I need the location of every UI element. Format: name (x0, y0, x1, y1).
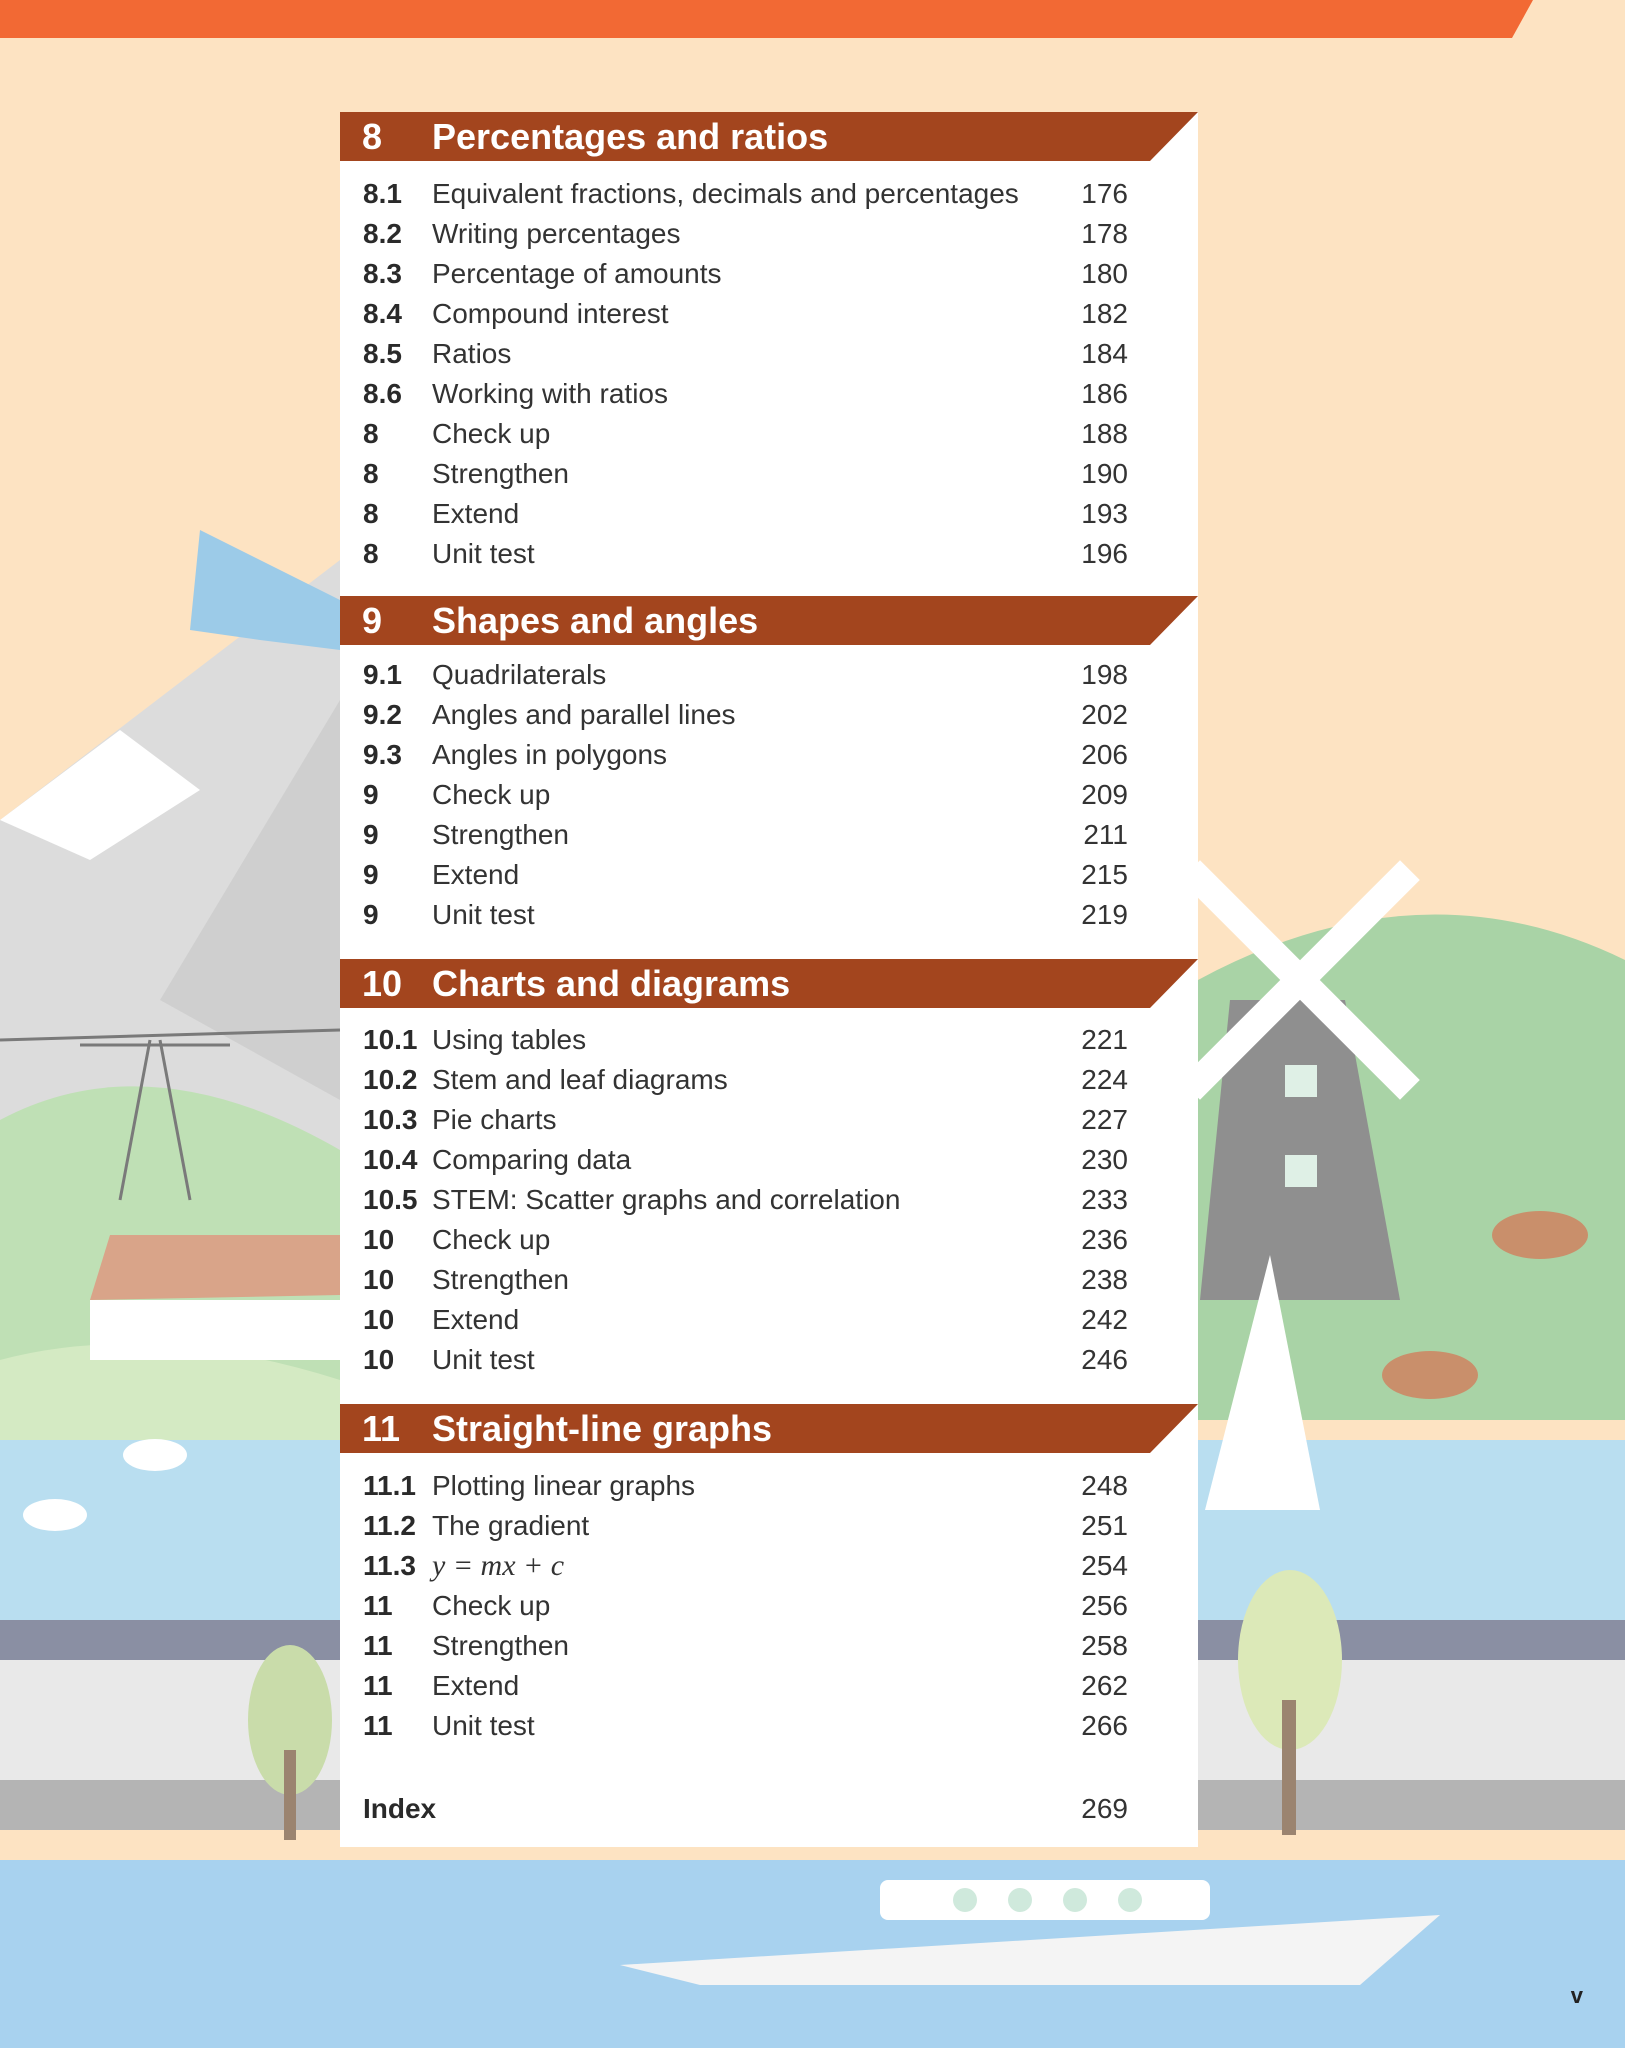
toc-entry[interactable] (340, 1260, 1198, 1300)
entry-number: 10 (363, 1264, 395, 1295)
toc-entry[interactable] (340, 1546, 1198, 1586)
chapter-title: Shapes and angles (432, 600, 759, 641)
toc-entry[interactable] (340, 735, 1198, 775)
toc-entry[interactable] (340, 1340, 1198, 1380)
entry-title: Check up (432, 779, 551, 810)
toc-entry[interactable] (340, 1140, 1198, 1180)
entry-page: 196 (1081, 538, 1128, 569)
toc-entry[interactable] (340, 414, 1198, 454)
entry-page: 227 (1081, 1104, 1128, 1135)
entry-number: 9 (363, 859, 379, 890)
chapter-heading (340, 959, 1198, 1008)
entry-number: 10.3 (363, 1104, 418, 1135)
toc-entry[interactable] (340, 494, 1198, 534)
entry-number: 11.1 (363, 1470, 416, 1501)
toc-entry[interactable] (340, 334, 1198, 374)
chapter-heading (340, 1404, 1198, 1453)
entry-page: 190 (1081, 458, 1128, 489)
toc-entry[interactable] (340, 1180, 1198, 1220)
toc-entry[interactable] (340, 815, 1198, 855)
chapter-number: 11 (362, 1408, 401, 1449)
chapter-title: Charts and diagrams (432, 963, 791, 1004)
chapter-number: 10 (362, 963, 403, 1004)
entry-page: 224 (1081, 1064, 1128, 1095)
entry-page: 178 (1081, 218, 1128, 249)
toc-entry[interactable] (340, 1020, 1198, 1060)
entry-title: Extend (432, 498, 520, 529)
entry-title: y = mx + c (432, 1549, 565, 1582)
entry-number: 9.3 (363, 739, 402, 770)
entry-number: 10 (363, 1344, 395, 1375)
entry-page: 215 (1081, 859, 1128, 890)
entry-page: 246 (1081, 1344, 1128, 1375)
entry-title: Check up (432, 1590, 551, 1621)
toc-entry[interactable] (340, 1060, 1198, 1100)
toc-entry[interactable] (340, 1100, 1198, 1140)
entry-page: 209 (1081, 779, 1128, 810)
chapter-heading (340, 596, 1198, 645)
entry-number: 9 (363, 899, 379, 930)
entry-page: 236 (1081, 1224, 1128, 1255)
entry-page: 219 (1081, 899, 1128, 930)
entry-page: 188 (1081, 418, 1128, 449)
toc-entry[interactable] (340, 895, 1198, 935)
toc-entry[interactable] (340, 174, 1198, 214)
entry-title: Writing percentages (432, 218, 681, 249)
toc-entry[interactable] (340, 1586, 1198, 1626)
entry-number: 11.2 (363, 1510, 416, 1541)
entry-number: 11 (363, 1710, 393, 1741)
chapter-number: 9 (362, 600, 383, 641)
toc-entry[interactable] (340, 1220, 1198, 1260)
toc-entry[interactable] (340, 1300, 1198, 1340)
entry-page: 202 (1081, 699, 1128, 730)
index-page: 269 (1081, 1793, 1128, 1824)
sheep (23, 1499, 87, 1531)
entry-page: 248 (1081, 1470, 1128, 1501)
entry-title: Comparing data (432, 1144, 632, 1175)
entry-number: 11 (363, 1670, 393, 1701)
entry-page: 242 (1081, 1304, 1128, 1335)
entry-title: Strengthen (432, 458, 569, 489)
entry-page: 180 (1081, 258, 1128, 289)
entry-title: Compound interest (432, 298, 669, 329)
entry-page: 258 (1081, 1630, 1128, 1661)
entry-page: 230 (1081, 1144, 1128, 1175)
entry-number: 10.5 (363, 1184, 418, 1215)
entry-number: 8.4 (363, 298, 402, 329)
entry-number: 8.3 (363, 258, 402, 289)
entry-number: 11 (363, 1630, 393, 1661)
entry-title: Unit test (432, 1344, 535, 1375)
entry-number: 8.5 (363, 338, 402, 369)
toc-entry[interactable] (340, 1466, 1198, 1506)
entry-number: 10 (363, 1224, 395, 1255)
entry-page: 254 (1081, 1550, 1128, 1581)
entry-title: The gradient (432, 1510, 590, 1541)
index-label: Index (363, 1793, 437, 1824)
toc-entry[interactable] (340, 655, 1198, 695)
house (90, 1300, 340, 1360)
entry-title: Quadrilaterals (432, 659, 607, 690)
toc-entry[interactable] (340, 374, 1198, 414)
toc-entry[interactable] (340, 1706, 1198, 1746)
toc-entry[interactable] (340, 214, 1198, 254)
entry-title: Check up (432, 1224, 551, 1255)
entry-title: Angles in polygons (432, 739, 668, 770)
entry-number: 9 (363, 779, 379, 810)
entry-page: 184 (1081, 338, 1128, 369)
toc-entry[interactable] (340, 855, 1198, 895)
entry-number: 10 (363, 1304, 395, 1335)
entry-title: STEM: Scatter graphs and correlation (432, 1184, 901, 1215)
entry-title: Plotting linear graphs (432, 1470, 696, 1501)
entry-number: 8.6 (363, 378, 402, 409)
toc-entry[interactable] (340, 1626, 1198, 1666)
entry-number: 8.2 (363, 218, 402, 249)
entry-title: Unit test (432, 538, 535, 569)
entry-title: Unit test (432, 1710, 535, 1741)
entry-title: Unit test (432, 899, 535, 930)
toc-entry[interactable] (340, 695, 1198, 735)
chapter-title: Straight-line graphs (432, 1408, 773, 1449)
entry-title: Equivalent fractions, decimals and percentages (432, 178, 1019, 209)
entry-page: 221 (1081, 1024, 1128, 1055)
entry-page: 176 (1081, 178, 1128, 209)
entry-title: Extend (432, 1304, 520, 1335)
entry-page: 211 (1083, 819, 1128, 850)
entry-number: 9.2 (363, 699, 402, 730)
toc-entry[interactable] (340, 254, 1198, 294)
toc-entry[interactable] (340, 775, 1198, 815)
entry-page: 193 (1081, 498, 1128, 529)
entry-number: 9 (363, 819, 379, 850)
entry-number: 8 (363, 458, 379, 489)
chapter-title: Percentages and ratios (432, 116, 829, 157)
entry-title: Percentage of amounts (432, 258, 722, 289)
entry-number: 10.4 (363, 1144, 418, 1175)
chapter-number: 8 (362, 116, 383, 157)
entry-title: Using tables (432, 1024, 587, 1055)
entry-page: 266 (1081, 1710, 1128, 1741)
entry-page: 251 (1081, 1510, 1128, 1541)
entry-page: 182 (1081, 298, 1128, 329)
entry-title: Ratios (432, 338, 512, 369)
entry-number: 8.1 (363, 178, 402, 209)
entry-number: 10.2 (363, 1064, 418, 1095)
entry-page: 256 (1081, 1590, 1128, 1621)
entry-page: 233 (1081, 1184, 1128, 1215)
entry-title: Check up (432, 418, 551, 449)
chapter-heading (340, 112, 1198, 161)
entry-number: 9.1 (363, 659, 402, 690)
entry-page: 198 (1081, 659, 1128, 690)
entry-page: 238 (1081, 1264, 1128, 1295)
entry-title: Stem and leaf diagrams (432, 1064, 728, 1095)
entry-title: Strengthen (432, 1264, 569, 1295)
toc-entry[interactable] (340, 534, 1198, 574)
entry-number: 10.1 (363, 1024, 418, 1055)
toc-entry[interactable] (340, 294, 1198, 334)
entry-title: Working with ratios (432, 378, 669, 409)
entry-page: 186 (1081, 378, 1128, 409)
entry-number: 11.3 (363, 1550, 416, 1581)
entry-title: Angles and parallel lines (432, 699, 736, 730)
house-roof (90, 1235, 340, 1300)
index-entry[interactable] (340, 1789, 1198, 1829)
toc-entry[interactable] (340, 454, 1198, 494)
entry-number: 11 (363, 1590, 393, 1621)
entry-title: Strengthen (432, 1630, 569, 1661)
entry-title: Extend (432, 1670, 520, 1701)
entry-title: Pie charts (432, 1104, 557, 1135)
top-bar (0, 0, 1533, 38)
toc-entry[interactable] (340, 1666, 1198, 1706)
entry-page: 262 (1081, 1670, 1128, 1701)
cow (1382, 1351, 1478, 1399)
entry-number: 8 (363, 538, 379, 569)
entry-title: Extend (432, 859, 520, 890)
page-number: v (1570, 1983, 1583, 2008)
entry-number: 8 (363, 418, 379, 449)
entry-number: 8 (363, 498, 379, 529)
entry-title: Strengthen (432, 819, 569, 850)
toc-entry[interactable] (340, 1506, 1198, 1546)
entry-page: 206 (1081, 739, 1128, 770)
